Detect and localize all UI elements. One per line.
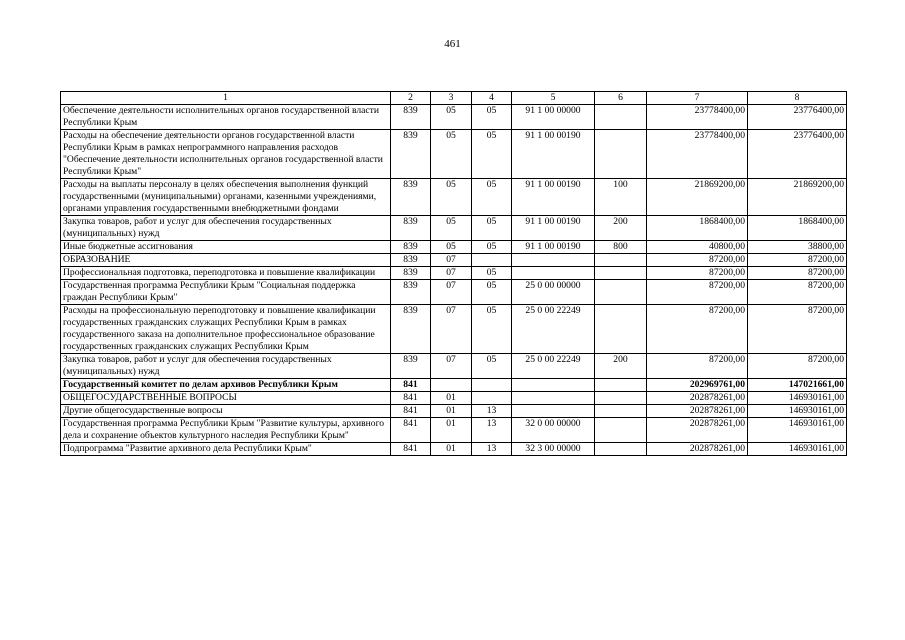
- cell-sum-year-1: 87200,00: [647, 354, 748, 379]
- cell-expense-type: [595, 254, 647, 267]
- cell-subsection: 05: [472, 105, 512, 130]
- table-row: [61, 418, 847, 443]
- cell-name: Иные бюджетные ассигнования: [61, 241, 391, 254]
- cell-sum-year-2: 1868400,00: [748, 216, 847, 241]
- cell-expense-type: [595, 267, 647, 280]
- cell-section: 05: [431, 105, 472, 130]
- cell-target-article: [512, 379, 595, 392]
- cell-sum-year-2: 146930161,00: [748, 405, 847, 418]
- cell-subsection: 05: [472, 130, 512, 179]
- cell-target-article: 25 0 00 22249: [512, 354, 595, 379]
- cell-subsection: 05: [472, 241, 512, 254]
- cell-sum-year-2: 87200,00: [748, 254, 847, 267]
- cell-expense-type: 800: [595, 241, 647, 254]
- cell-grbs: 839: [391, 254, 431, 267]
- cell-grbs: 839: [391, 280, 431, 305]
- cell-name: Расходы на профессиональную переподготовку и повышение квалификации государственных гражданских служащих Республики Крым в рамках государственного заказа на дополнительное профессиональное образование государственных гражданских служащих Республики Крым: [61, 305, 391, 354]
- column-header: 7: [647, 92, 748, 105]
- column-header: 5: [512, 92, 595, 105]
- cell-expense-type: [595, 379, 647, 392]
- table-row: [61, 267, 847, 280]
- cell-sum-year-1: 202878261,00: [647, 405, 748, 418]
- cell-target-article: 25 0 00 00000: [512, 280, 595, 305]
- cell-expense-type: [595, 418, 647, 443]
- cell-sum-year-1: 202878261,00: [647, 418, 748, 443]
- cell-sum-year-1: 202969761,00: [647, 379, 748, 392]
- cell-sum-year-1: 87200,00: [647, 254, 748, 267]
- cell-sum-year-1: 87200,00: [647, 267, 748, 280]
- column-header: 3: [431, 92, 472, 105]
- cell-name: Государственная программа Республики Крым "Социальная поддержка граждан Республики Крым": [61, 280, 391, 305]
- cell-sum-year-1: 1868400,00: [647, 216, 748, 241]
- cell-section: 05: [431, 241, 472, 254]
- cell-subsection: 13: [472, 443, 512, 456]
- table-header-row: [61, 92, 847, 105]
- cell-grbs: 841: [391, 379, 431, 392]
- cell-target-article: 32 0 00 00000: [512, 418, 595, 443]
- cell-section: 07: [431, 354, 472, 379]
- cell-name: Обеспечение деятельности исполнительных органов государственной власти Республики Крым: [61, 105, 391, 130]
- cell-subsection: 05: [472, 280, 512, 305]
- cell-sum-year-1: 21869200,00: [647, 179, 748, 216]
- table-row: [61, 443, 847, 456]
- cell-target-article: 91 1 00 00190: [512, 179, 595, 216]
- table-row: [61, 354, 847, 379]
- cell-section: 07: [431, 280, 472, 305]
- cell-sum-year-2: 147021661,00: [748, 379, 847, 392]
- table-row: [61, 254, 847, 267]
- cell-section: 01: [431, 392, 472, 405]
- table-row: [61, 280, 847, 305]
- cell-expense-type: [595, 130, 647, 179]
- column-header: 1: [61, 92, 391, 105]
- cell-grbs: 839: [391, 305, 431, 354]
- cell-sum-year-2: 87200,00: [748, 354, 847, 379]
- cell-sum-year-1: 87200,00: [647, 305, 748, 354]
- cell-sum-year-2: 146930161,00: [748, 443, 847, 456]
- table-row: [61, 216, 847, 241]
- cell-section: 01: [431, 405, 472, 418]
- cell-grbs: 839: [391, 267, 431, 280]
- table-row: [61, 305, 847, 354]
- cell-sum-year-2: 38800,00: [748, 241, 847, 254]
- cell-sum-year-2: 146930161,00: [748, 418, 847, 443]
- budget-table: [60, 91, 847, 456]
- cell-name: Закупка товаров, работ и услуг для обеспечения государственных (муниципальных) нужд: [61, 216, 391, 241]
- cell-expense-type: 100: [595, 179, 647, 216]
- cell-target-article: 91 1 00 00190: [512, 241, 595, 254]
- cell-expense-type: [595, 305, 647, 354]
- cell-sum-year-2: 23776400,00: [748, 105, 847, 130]
- cell-name: ОБЩЕГОСУДАРСТВЕННЫЕ ВОПРОСЫ: [61, 392, 391, 405]
- cell-target-article: [512, 405, 595, 418]
- table-row: [61, 392, 847, 405]
- cell-grbs: 839: [391, 216, 431, 241]
- table-row: [61, 379, 847, 392]
- cell-sum-year-1: 23778400,00: [647, 105, 748, 130]
- cell-expense-type: [595, 443, 647, 456]
- cell-name: Расходы на выплаты персоналу в целях обеспечения выполнения функций государственными (муниципальными) органами, казенными учреждениями, органами управления государственными внебюджетными фондами: [61, 179, 391, 216]
- table-row: [61, 130, 847, 179]
- cell-section: 05: [431, 130, 472, 179]
- cell-sum-year-1: 202878261,00: [647, 392, 748, 405]
- cell-name: Другие общегосударственные вопросы: [61, 405, 391, 418]
- cell-grbs: 841: [391, 418, 431, 443]
- cell-sum-year-1: 202878261,00: [647, 443, 748, 456]
- cell-expense-type: [595, 392, 647, 405]
- cell-grbs: 839: [391, 105, 431, 130]
- column-header: 8: [748, 92, 847, 105]
- cell-sum-year-1: 23778400,00: [647, 130, 748, 179]
- cell-subsection: 05: [472, 305, 512, 354]
- cell-name: Профессиональная подготовка, переподготовка и повышение квалификации: [61, 267, 391, 280]
- cell-section: 07: [431, 305, 472, 354]
- cell-sum-year-2: 87200,00: [748, 305, 847, 354]
- cell-subsection: 05: [472, 179, 512, 216]
- cell-target-article: 91 1 00 00190: [512, 216, 595, 241]
- cell-name: Подпрограмма "Развитие архивного дела Республики Крым": [61, 443, 391, 456]
- table-row: [61, 105, 847, 130]
- column-header: 4: [472, 92, 512, 105]
- cell-expense-type: [595, 280, 647, 305]
- cell-name: Государственный комитет по делам архивов Республики Крым: [61, 379, 391, 392]
- cell-expense-type: 200: [595, 354, 647, 379]
- cell-section: 05: [431, 216, 472, 241]
- cell-name: ОБРАЗОВАНИЕ: [61, 254, 391, 267]
- cell-grbs: 841: [391, 392, 431, 405]
- cell-grbs: 841: [391, 443, 431, 456]
- cell-grbs: 839: [391, 354, 431, 379]
- cell-target-article: 25 0 00 22249: [512, 305, 595, 354]
- cell-section: 01: [431, 443, 472, 456]
- cell-section: 01: [431, 418, 472, 443]
- cell-subsection: 05: [472, 216, 512, 241]
- cell-grbs: 839: [391, 241, 431, 254]
- cell-section: 07: [431, 254, 472, 267]
- cell-sum-year-2: 87200,00: [748, 280, 847, 305]
- cell-subsection: [472, 254, 512, 267]
- cell-subsection: 13: [472, 418, 512, 443]
- cell-subsection: 13: [472, 405, 512, 418]
- cell-subsection: [472, 379, 512, 392]
- cell-expense-type: 200: [595, 216, 647, 241]
- cell-target-article: [512, 392, 595, 405]
- cell-section: 05: [431, 179, 472, 216]
- cell-grbs: 839: [391, 130, 431, 179]
- cell-grbs: 839: [391, 179, 431, 216]
- cell-sum-year-2: 146930161,00: [748, 392, 847, 405]
- cell-sum-year-2: 23776400,00: [748, 130, 847, 179]
- cell-sum-year-2: 87200,00: [748, 267, 847, 280]
- table-row: [61, 179, 847, 216]
- cell-target-article: 91 1 00 00000: [512, 105, 595, 130]
- cell-name: Закупка товаров, работ и услуг для обеспечения государственных (муниципальных) нужд: [61, 354, 391, 379]
- cell-section: [431, 379, 472, 392]
- table-row: [61, 405, 847, 418]
- column-header: 2: [391, 92, 431, 105]
- cell-target-article: [512, 267, 595, 280]
- column-header: 6: [595, 92, 647, 105]
- cell-name: Расходы на обеспечение деятельности органов государственной власти Республики Крым в рамках непрограммного направления расходов "Обеспечение деятельности исполнительных органов государственной власти Республики Крым": [61, 130, 391, 179]
- cell-subsection: 05: [472, 267, 512, 280]
- cell-target-article: 32 3 00 00000: [512, 443, 595, 456]
- cell-expense-type: [595, 405, 647, 418]
- page-number: 461: [444, 38, 461, 50]
- cell-subsection: 05: [472, 354, 512, 379]
- cell-target-article: 91 1 00 00190: [512, 130, 595, 179]
- table-row: [61, 241, 847, 254]
- cell-subsection: [472, 392, 512, 405]
- cell-sum-year-1: 40800,00: [647, 241, 748, 254]
- cell-expense-type: [595, 105, 647, 130]
- cell-sum-year-1: 87200,00: [647, 280, 748, 305]
- cell-grbs: 841: [391, 405, 431, 418]
- cell-name: Государственная программа Республики Крым "Развитие культуры, архивного дела и сохранение объектов культурного наследия Республики Крым": [61, 418, 391, 443]
- cell-sum-year-2: 21869200,00: [748, 179, 847, 216]
- cell-section: 07: [431, 267, 472, 280]
- cell-target-article: [512, 254, 595, 267]
